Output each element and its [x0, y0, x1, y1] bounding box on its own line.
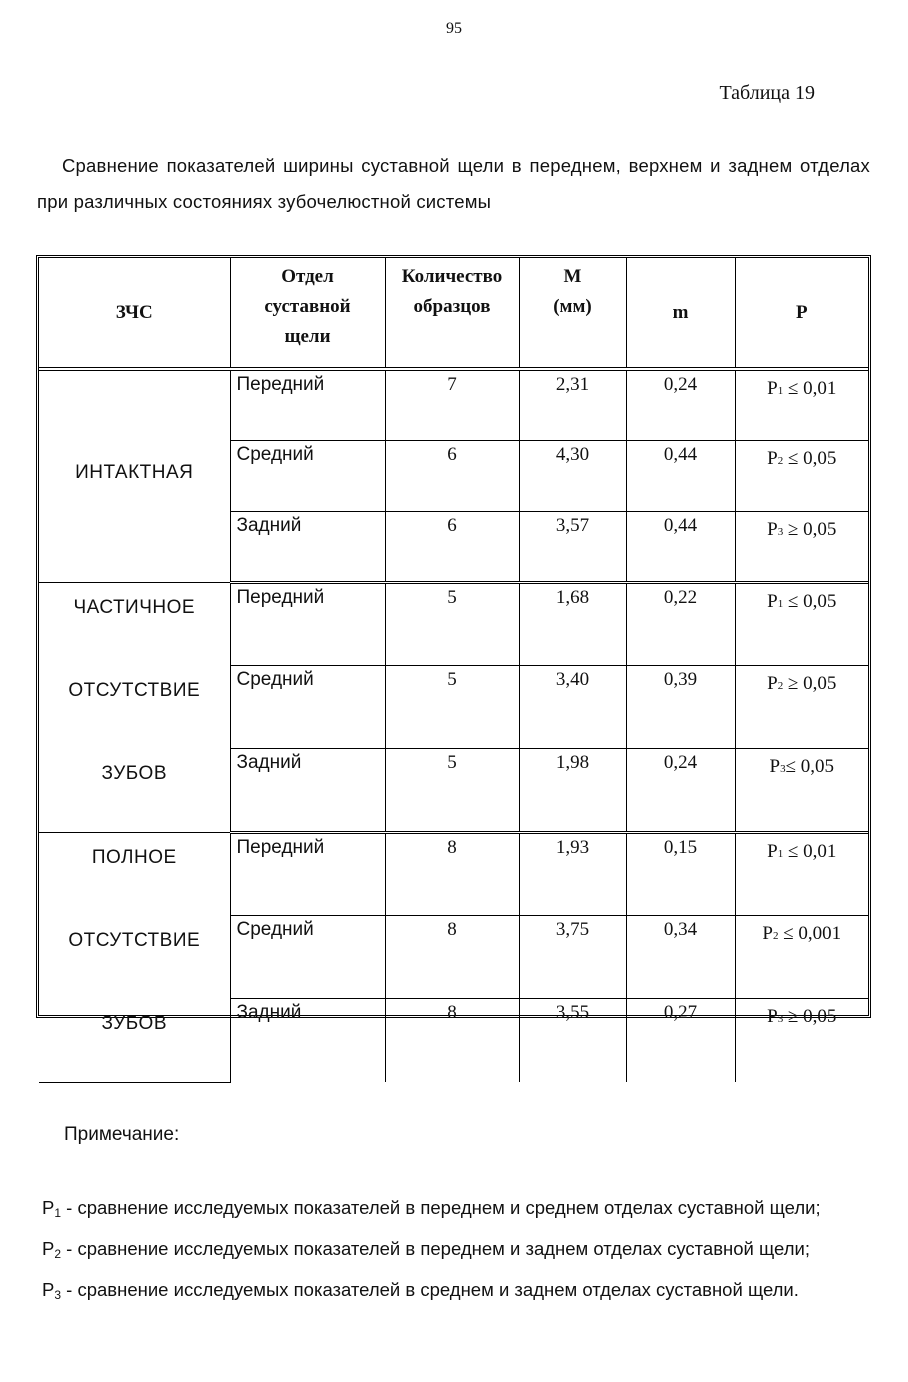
group-label: ЧАСТИЧНОЕ ОТСУТСТВИЕ ЗУБОВ — [39, 582, 230, 832]
note-item: $Р_2$ - сравнение исследуемых показателей в переднем и заднем отделах суставной щели; — [42, 1238, 810, 1261]
cell-mean: 1,93 — [519, 832, 626, 915]
table-label: Таблица 19 — [719, 82, 815, 104]
cell-p-value: Р2 ≥ 0,05 — [735, 665, 868, 748]
cell-section: Передний — [230, 832, 385, 915]
cell-p-value: Р3≤ 0,05 — [735, 749, 868, 832]
group-label: ИНТАКТНАЯ — [39, 369, 230, 582]
cell-error: 0,44 — [626, 440, 735, 511]
cell-section: Передний — [230, 369, 385, 440]
cell-count: 6 — [385, 511, 519, 582]
cell-count: 6 — [385, 440, 519, 511]
group-label: ПОЛНОЕ ОТСУТСТВИЕ ЗУБОВ — [39, 832, 230, 1082]
cell-p-value: Р2 ≤ 0,001 — [735, 915, 868, 998]
cell-mean: 3,75 — [519, 915, 626, 998]
cell-count: 8 — [385, 999, 519, 1082]
cell-count: 8 — [385, 832, 519, 915]
note-item: $Р_1$ - сравнение исследуемых показателей в переднем и среднем отделах суставной щели; — [42, 1197, 821, 1220]
cell-section: Задний — [230, 749, 385, 832]
header-zchs: ЗЧС — [39, 258, 230, 369]
cell-count: 8 — [385, 915, 519, 998]
cell-error: 0,34 — [626, 915, 735, 998]
cell-p-value: Р2 ≤ 0,05 — [735, 440, 868, 511]
data-table — [39, 258, 868, 1083]
cell-mean: 4,30 — [519, 440, 626, 511]
cell-error: 0,44 — [626, 511, 735, 582]
note-item: $Р_3$ - сравнение исследуемых показателей в среднем и заднем отделах суставной щели. — [42, 1279, 799, 1302]
cell-error: 0,24 — [626, 749, 735, 832]
cell-mean: 3,40 — [519, 665, 626, 748]
page-number: 95 — [446, 20, 462, 37]
cell-error: 0,39 — [626, 665, 735, 748]
cell-error: 0,24 — [626, 369, 735, 440]
table-caption: Сравнение показателей ширины суставной щели в переднем, верхнем и заднем отделах при различных состояниях зубочелюстной системы — [37, 155, 870, 212]
cell-p-value: Р3 ≥ 0,05 — [735, 999, 868, 1082]
cell-mean: 1,98 — [519, 749, 626, 832]
header-mean: М (мм) — [519, 258, 626, 369]
cell-mean: 3,55 — [519, 999, 626, 1082]
cell-p-value: Р1 ≤ 0,05 — [735, 582, 868, 665]
cell-section: Передний — [230, 582, 385, 665]
header-error: m — [626, 258, 735, 369]
cell-p-value: Р1 ≤ 0,01 — [735, 832, 868, 915]
cell-count: 7 — [385, 369, 519, 440]
cell-mean: 1,68 — [519, 582, 626, 665]
note-title: Примечание: — [64, 1124, 180, 1145]
table-row — [39, 369, 868, 440]
notes-list — [42, 1190, 882, 1313]
cell-p-value: Р1 ≤ 0,01 — [735, 369, 868, 440]
data-table-frame — [36, 255, 871, 1034]
header-section: Отдел суставной щели — [230, 258, 385, 369]
cell-mean: 3,57 — [519, 511, 626, 582]
table-row — [39, 832, 868, 915]
header-p: Р — [735, 258, 868, 369]
cell-section: Средний — [230, 915, 385, 998]
cell-mean: 2,31 — [519, 369, 626, 440]
cell-section: Средний — [230, 440, 385, 511]
table-header-row — [39, 258, 868, 369]
cell-section: Средний — [230, 665, 385, 748]
table-row — [39, 582, 868, 665]
cell-section: Задний — [230, 999, 385, 1082]
cell-section: Задний — [230, 511, 385, 582]
cell-count: 5 — [385, 749, 519, 832]
header-count: Количество образцов — [385, 258, 519, 369]
cell-count: 5 — [385, 582, 519, 665]
cell-error: 0,27 — [626, 999, 735, 1082]
cell-p-value: Р3 ≥ 0,05 — [735, 511, 868, 582]
cell-error: 0,22 — [626, 582, 735, 665]
cell-count: 5 — [385, 665, 519, 748]
cell-error: 0,15 — [626, 832, 735, 915]
